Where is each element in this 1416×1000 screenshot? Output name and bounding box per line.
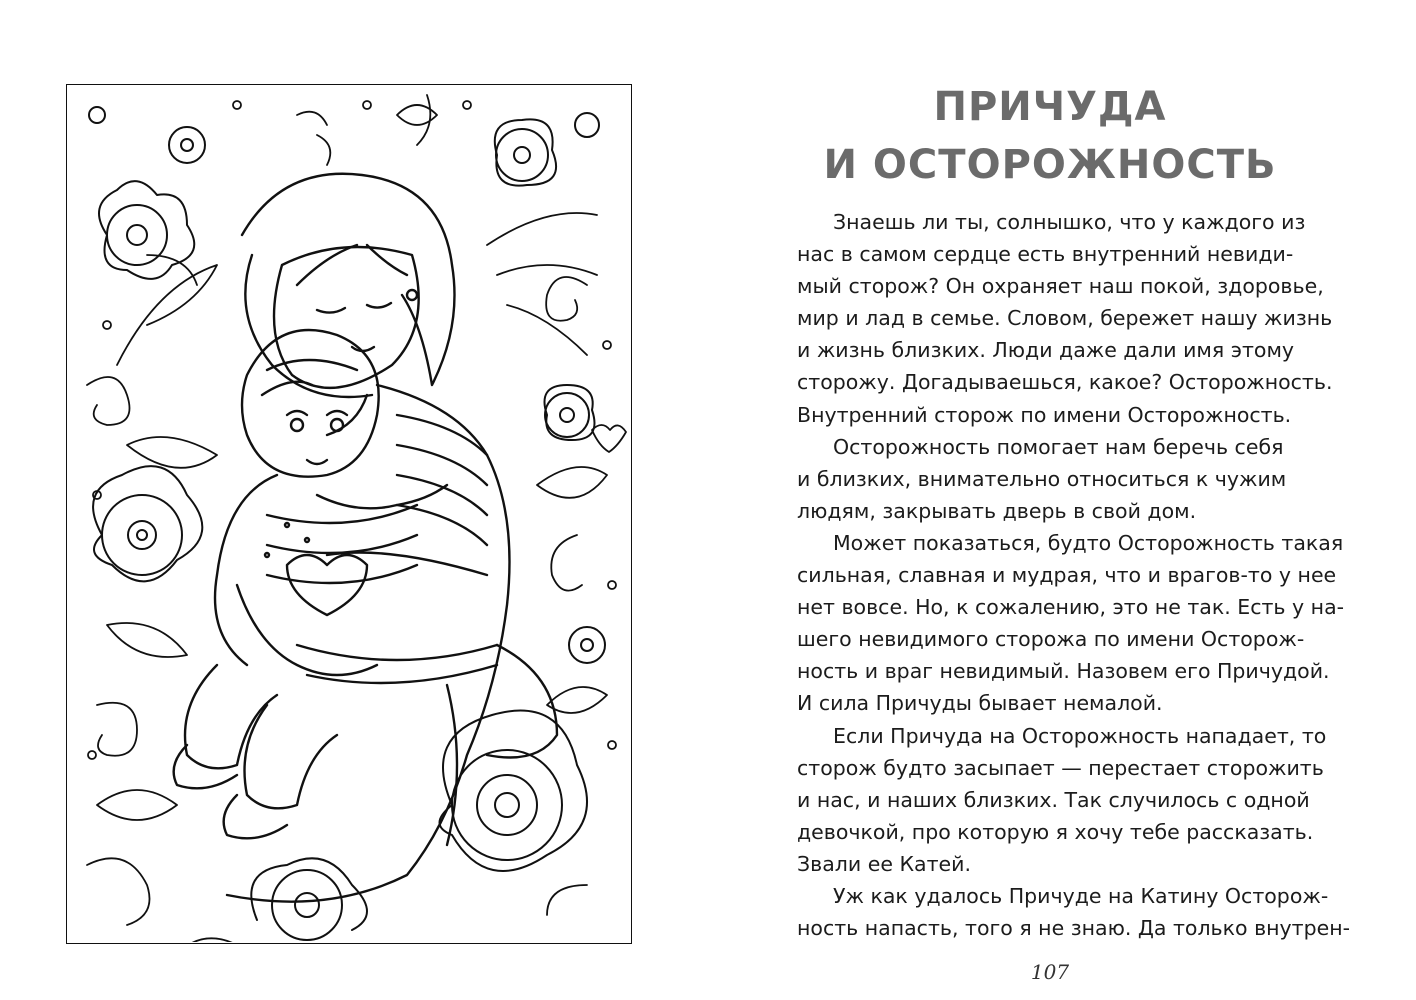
text-line: Внутренний сторож по имени Осторожность. bbox=[797, 402, 1292, 427]
text-line: и близких, внимательно относиться к чужим bbox=[797, 466, 1287, 491]
text-line: и нас, и наших близких. Так случилось с одной bbox=[797, 787, 1310, 812]
text-line: сторож будто засыпает — перестает сторожить bbox=[797, 755, 1324, 780]
text-line: Звали ее Катей. bbox=[797, 851, 971, 876]
coloring-illustration bbox=[66, 84, 632, 944]
text-line: Осторожность помогает нам беречь себя bbox=[833, 434, 1284, 459]
text-line: Знаешь ли ты, солнышко, что у каждого из bbox=[833, 210, 1306, 234]
text-line: Может показаться, будто Осторожность такая bbox=[833, 530, 1344, 555]
chapter-title-line-1: ПРИЧУДА bbox=[933, 84, 1167, 130]
text-line: сторожу. Догадываешься, какое? Осторожность. bbox=[797, 370, 1333, 395]
text-page bbox=[700, 0, 1400, 1000]
text-line: ность и враг невидимый. Назовем его Причудой. bbox=[797, 659, 1330, 684]
text-line: Если Причуда на Осторожность нападает, то bbox=[833, 723, 1327, 748]
chapter-body-text bbox=[797, 206, 1416, 944]
text-line: людям, закрывать дверь в свой дом. bbox=[797, 498, 1197, 523]
text-line: нас в самом сердце есть внутренний невиди- bbox=[797, 242, 1294, 267]
text-line: ность напасть, того я не знаю. Да только внутрен- bbox=[797, 916, 1351, 941]
text-line: мый сторож? Он охраняет наш покой, здоровье, bbox=[797, 274, 1324, 299]
text-line: шего невидимого сторожа по имени Осторож- bbox=[797, 627, 1305, 652]
chapter-title bbox=[700, 78, 1400, 194]
chapter-title-line-2: И ОСТОРОЖНОСТЬ bbox=[823, 142, 1277, 188]
text-line: нет вовсе. Но, к сожалению, это не так. Есть у на- bbox=[797, 595, 1345, 620]
text-line: сильная, славная и мудрая, что и врагов-то у нее bbox=[797, 563, 1337, 588]
text-line: Уж как удалось Причуде на Катину Осторож- bbox=[833, 883, 1329, 908]
page-number: 107 bbox=[1030, 960, 1070, 984]
text-line: мир и лад в семье. Словом, бережет нашу жизнь bbox=[797, 306, 1333, 331]
text-line: и жизнь близких. Люди даже дали имя этому bbox=[797, 338, 1295, 363]
text-line: девочкой, про которую я хочу тебе рассказать. bbox=[797, 819, 1314, 844]
text-line: И сила Причуды бывает немалой. bbox=[797, 691, 1163, 716]
